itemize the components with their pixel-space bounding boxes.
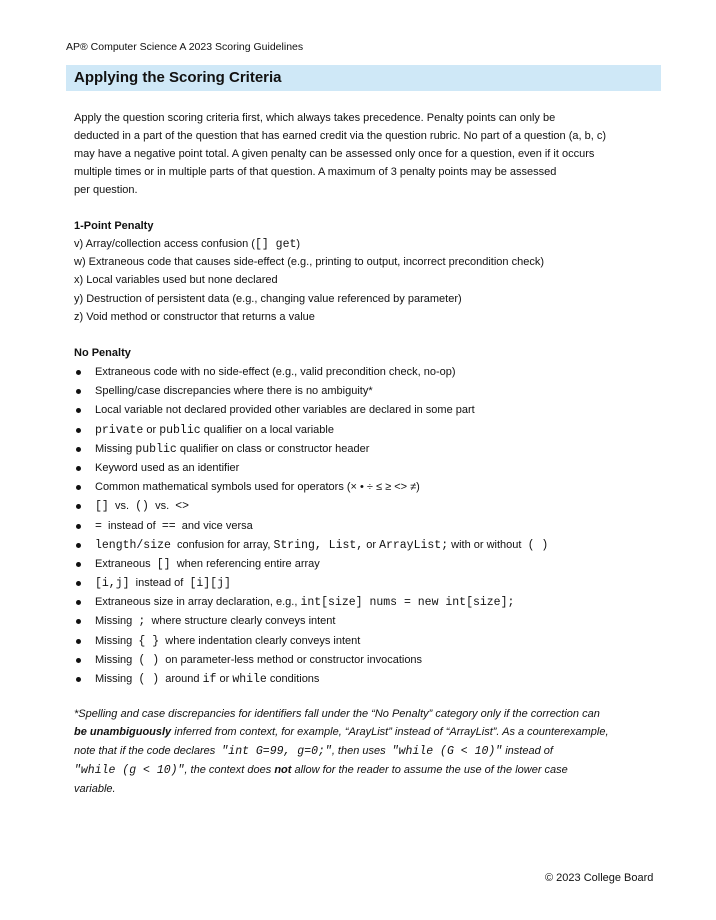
section-title-bar	[66, 65, 661, 91]
bullet-icon	[76, 524, 81, 529]
list-item: Common mathematical symbols used for operators (× • ÷ ≤ ≥ <> ≠)	[74, 478, 664, 497]
page-header: AP® Computer Science A 2023 Scoring Guidelines	[66, 41, 304, 53]
penalty-z: z) Void method or constructor that returns a value	[74, 310, 315, 323]
penalty-x: x) Local variables used but none declared	[74, 274, 278, 287]
list-item: Missing ; where structure clearly conveys intent	[74, 612, 664, 631]
list-item: length/size confusion for array, String, List, or ArrayList; with or without ( )	[74, 536, 664, 555]
list-item: Spelling/case discrepancies where there is no ambiguity*	[74, 382, 664, 401]
bullet-icon	[76, 504, 81, 509]
bullet-icon	[76, 428, 81, 433]
bullet-icon	[76, 658, 81, 663]
bullet-icon	[76, 677, 81, 682]
intro-paragraph	[74, 109, 664, 199]
list-item: Missing ( ) around if or while conditions	[74, 670, 664, 689]
list-item: private or public qualifier on a local variable	[74, 421, 664, 440]
footnote-line: *Spelling and case discrepancies for identifiers fall under the “No Penalty” category only if the correction can	[74, 708, 600, 720]
intro-line: Apply the question scoring criteria first, which always takes precedence. Penalty points can only be	[74, 112, 556, 124]
list-item: Local variable not declared provided other variables are declared in some part	[74, 401, 664, 420]
list-item: Missing public qualifier on class or constructor header	[74, 440, 664, 459]
list-item: [] vs. () vs. <>	[74, 497, 664, 516]
intro-line: deducted in a part of the question that has earned credit via the question rubric. No part of a question (a, b, c)	[74, 130, 606, 142]
no-penalty-heading: No Penalty	[74, 347, 131, 359]
intro-line: multiple times or in multiple parts of that question. A maximum of 3 penalty points may be assessed	[74, 166, 557, 178]
list-item: Keyword used as an identifier	[74, 459, 664, 478]
bullet-icon	[76, 639, 81, 644]
bullet-icon	[76, 485, 81, 490]
list-item: Extraneous [] when referencing entire array	[74, 555, 664, 574]
one-point-penalty-heading: 1-Point Penalty	[74, 220, 154, 232]
list-item: = instead of == and vice versa	[74, 517, 664, 536]
list-item: [i,j] instead of [i][j]	[74, 574, 664, 593]
no-penalty-section	[74, 344, 664, 689]
bullet-icon	[76, 466, 81, 471]
bullet-icon	[76, 447, 81, 452]
list-item: Extraneous code with no side-effect (e.g., valid precondition check, no-op)	[74, 363, 664, 382]
penalty-y: y) Destruction of persistent data (e.g., changing value referenced by parameter)	[74, 292, 462, 305]
footnote-line: be unambiguously inferred from context, for example, “ArayList” instead of “ArrayList”. As a counterexample,	[74, 726, 609, 739]
bullet-icon	[76, 389, 81, 394]
intro-line: per question.	[74, 184, 138, 196]
footnote-line: note that if the code declares "int G=99, g=0;", then uses "while (G < 10)" instead of	[74, 744, 553, 758]
intro-line: may have a negative point total. A given penalty can be assessed only once for a question, even if it occurs	[74, 148, 595, 160]
penalty-w: w) Extraneous code that causes side-effect (e.g., printing to output, incorrect precondition check)	[74, 256, 544, 269]
bullet-icon	[76, 543, 81, 548]
section-title: Applying the Scoring Criteria	[74, 69, 282, 86]
footnote-line: variable.	[74, 783, 116, 796]
bullet-icon	[76, 600, 81, 605]
bullet-icon	[76, 370, 81, 375]
bullet-icon	[76, 581, 81, 586]
no-penalty-list	[74, 363, 664, 689]
footnote-line: "while (g < 10)", the context does not allow for the reader to assume the use of the lower case	[74, 763, 568, 777]
list-item: Missing { } where indentation clearly conveys intent	[74, 632, 664, 651]
copyright-footer: © 2023 College Board	[545, 872, 654, 884]
list-item: Extraneous size in array declaration, e.g., int[size] nums = new int[size];	[74, 593, 664, 612]
one-point-penalty-section	[74, 217, 664, 326]
list-item: Missing ( ) on parameter-less method or constructor invocations	[74, 651, 664, 670]
penalty-v: v) Array/collection access confusion ([] get)	[74, 238, 301, 251]
footnote	[74, 705, 664, 798]
bullet-icon	[76, 619, 81, 624]
bullet-icon	[76, 408, 81, 413]
bullet-icon	[76, 562, 81, 567]
